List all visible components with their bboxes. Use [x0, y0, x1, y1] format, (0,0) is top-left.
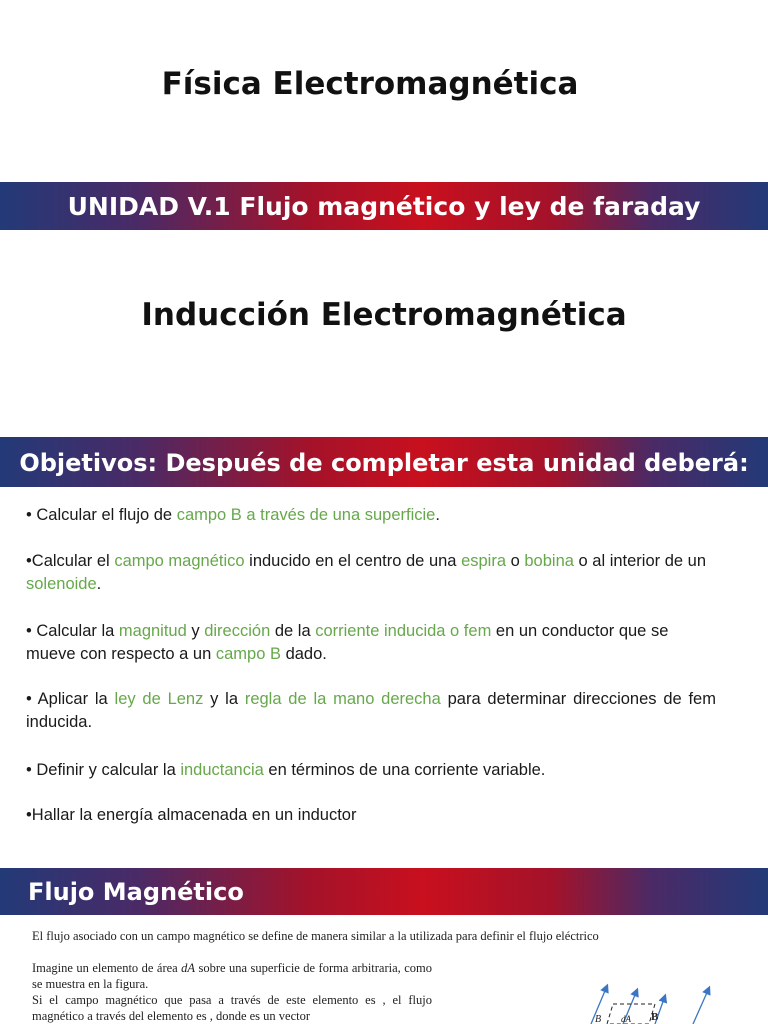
objective-highlight: campo magnético: [114, 552, 245, 570]
objective-text: en términos de una corriente variable.: [263, 761, 546, 779]
objective-highlight: bobina: [524, 552, 574, 570]
flux-text: sobre una superficie de forma arbitraria, como se muestra en la figura.: [32, 961, 433, 991]
objective-text: y la: [203, 690, 245, 708]
objective-text: de la: [270, 622, 316, 640]
objective-text: •Calcular el: [26, 552, 115, 570]
objective-highlight: corriente inducida o fem: [315, 622, 492, 640]
b-vector-label: B⃗: [651, 1011, 667, 1023]
objective-text: .: [96, 575, 102, 593]
objectives-banner: Objetivos: Después de completar esta unidad deberá:: [0, 437, 768, 487]
objective-highlight: magnitud: [118, 622, 187, 640]
main-title: Física Electromagnética: [161, 66, 579, 102]
area-element: [607, 1004, 655, 1024]
objective-text: y: [186, 622, 205, 640]
objective-highlight: regla de la mano derecha: [244, 690, 441, 708]
field-line-arrow: [693, 988, 709, 1024]
objective-text: • Aplicar la: [26, 690, 115, 708]
b-label: B: [595, 1014, 602, 1024]
objective-1: [26, 504, 716, 527]
objective-text: • Calcular el flujo de: [26, 506, 177, 524]
flux-text: Imagine un elemento de área: [32, 961, 182, 975]
objective-text: o al interior de un: [573, 552, 707, 570]
flux-banner: Flujo Magnético: [0, 868, 768, 915]
objective-text: en un conductor que se mueve con respecto a un: [26, 622, 669, 663]
objective-6: •Hallar la energía almacenada en un inductor: [26, 806, 357, 824]
flux-paragraph: [32, 960, 432, 1024]
objective-text: para determinar direcciones de fem inducida.: [26, 690, 716, 731]
flux-figure: [585, 980, 725, 1024]
objective-highlight: solenoide: [26, 575, 97, 593]
objective-highlight: campo B: [215, 645, 281, 663]
flux-text: Si el campo magnético que pasa a través de este elemento es , el flujo magnético a través del elemento es , donde es un vector: [32, 993, 432, 1023]
objective-highlight: inductancia: [180, 761, 264, 779]
objective-text: • Definir y calcular la: [26, 761, 181, 779]
objective-4: [26, 688, 716, 734]
unit-banner: UNIDAD V.1 Flujo magnético y ley de faraday: [0, 182, 768, 230]
objective-3: [26, 620, 716, 666]
objective-text: dado.: [281, 645, 327, 663]
da-label: dA: [621, 1014, 631, 1024]
flux-intro: El flujo asociado con un campo magnético se define de manera similar a la utilizada para definir el flujo eléctrico: [32, 929, 599, 943]
area-variable: dA: [181, 961, 196, 975]
objective-text: • Calcular la: [26, 622, 119, 640]
objective-highlight: ley de Lenz: [114, 690, 204, 708]
objective-highlight: dirección: [204, 622, 271, 640]
objective-text: o: [506, 552, 525, 570]
objective-highlight: espira: [461, 552, 507, 570]
objective-highlight: campo B a través de una superficie: [176, 506, 436, 524]
section-title: Inducción Electromagnética: [141, 297, 627, 333]
objective-2: [26, 550, 716, 596]
objective-text: inducido en el centro de una: [244, 552, 462, 570]
objective-text: .: [435, 506, 440, 524]
objective-5: [26, 759, 716, 782]
